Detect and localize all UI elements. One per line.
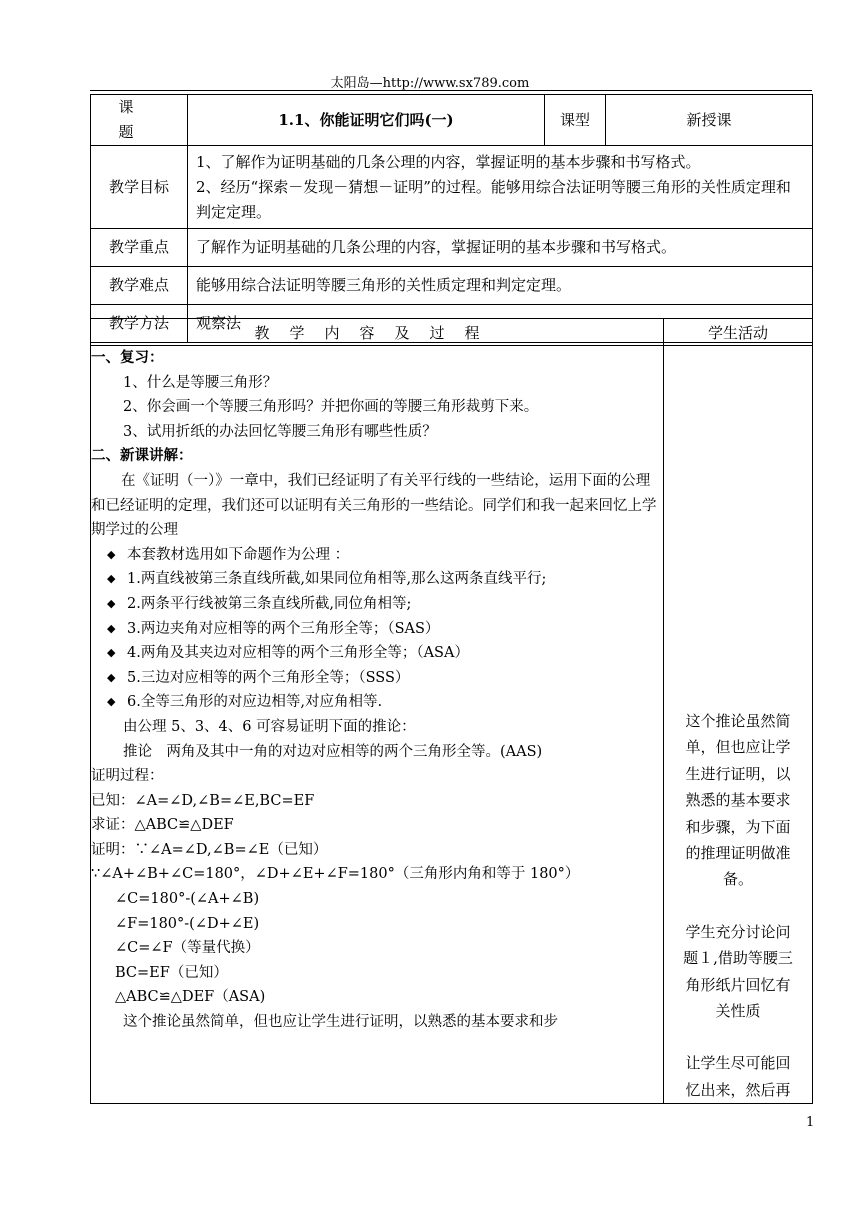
proof-title: 证明过程： bbox=[91, 768, 164, 785]
method-label: 教学方法 bbox=[91, 305, 188, 343]
axiom-text: 6.全等三角形的对应边相等,对应角相等. bbox=[127, 694, 383, 711]
bullet-icon: ◆ bbox=[107, 572, 116, 586]
goal-item: 1、了解作为证明基础的几条公理的内容，掌握证明的基本步骤和书写格式。 bbox=[196, 152, 701, 171]
proof-line: BC=EF（已知） bbox=[115, 964, 228, 981]
intro-paragraph: 在《证明（一）》一章中，我们已经证明了有关平行线的一些结论，运用下面的公理和已经证明的定理，我们还可以证明有关三角形的一些结论。同学们和我一起来回忆上学期学过的公理 bbox=[91, 472, 657, 539]
bullet-icon: ◆ bbox=[107, 670, 116, 684]
axiom-text: 3.两边夹角对应相等的两个三角形全等；（SAS） bbox=[127, 620, 440, 637]
method-text: 观察法 bbox=[188, 305, 813, 343]
content-body bbox=[91, 346, 664, 1104]
proof-line: ∠C=180°-(∠A+∠B) bbox=[115, 891, 260, 908]
axiom-text: 2.两条平行线被第三条直线所截,同位角相等; bbox=[127, 595, 412, 612]
activity-line: 熟悉的基本要求 bbox=[685, 791, 791, 810]
activity-line: 这个推论虽然简 bbox=[685, 712, 791, 730]
corollary-text: 推论 两角及其中一角的对边对应相等的两个三角形全等。(AAS) bbox=[123, 743, 543, 760]
activity-line: 角形纸片回忆有 bbox=[685, 975, 791, 994]
review-item: 1、什么是等腰三角形？ bbox=[123, 374, 278, 391]
activity-line: 学生充分讨论问 bbox=[685, 922, 791, 941]
review-item: 3、试用折纸的办法回忆等腰三角形有哪些性质？ bbox=[123, 423, 437, 440]
activity-line: 单，但也应让学 bbox=[685, 738, 791, 757]
activity-line: 的推理证明做准 bbox=[685, 844, 791, 863]
activity-line: 忆出来，然后再 bbox=[685, 1080, 791, 1099]
axiom-item bbox=[91, 617, 663, 642]
proof-goal: 求证：△ABC≌△DEF bbox=[91, 817, 234, 834]
header-rule bbox=[90, 90, 812, 91]
activity-spacer bbox=[664, 1024, 812, 1050]
axiom-item bbox=[91, 592, 663, 617]
proof-line: △ABC≌△DEF（ASA) bbox=[115, 989, 266, 1006]
derive-text: 由公理 5、3、4、6 可容易证明下面的推论： bbox=[123, 718, 416, 735]
focus-label: 教学重点 bbox=[91, 229, 188, 267]
bullet-icon: ◆ bbox=[107, 695, 116, 709]
activity-line: 生进行证明，以 bbox=[685, 764, 791, 783]
axiom-text: 4.两角及其夹边对应相等的两个三角形全等；（ASA） bbox=[127, 645, 469, 662]
goals-label: 教学目标 bbox=[91, 146, 188, 229]
axiom-item bbox=[91, 690, 663, 715]
difficulty-text: 能够用综合法证明等腰三角形的关性质定理和判定定理。 bbox=[188, 267, 813, 305]
axiom-text: 1.两直线被第三条直线所截,如果同位角相等,那么这两条直线平行; bbox=[127, 571, 547, 588]
proof-start: 证明：∵∠A=∠D,∠B=∠E（已知） bbox=[91, 841, 328, 858]
closing-text: 这个推论虽然简单，但也应让学生进行证明，以熟悉的基本要求和步 bbox=[123, 1014, 558, 1031]
axiom-item bbox=[91, 641, 663, 666]
goals-cell bbox=[188, 146, 813, 229]
axiom-item bbox=[91, 666, 663, 691]
axioms-intro bbox=[91, 543, 663, 568]
review-item: 2、你会画一个等腰三角形吗？并把你画的等腰三角形裁剪下来。 bbox=[123, 399, 539, 416]
activity-spacer bbox=[664, 346, 812, 708]
page-header-site: 太阳岛—http://www.sx789.com bbox=[330, 76, 530, 91]
proof-line: ∠C=∠F（等量代换） bbox=[115, 940, 260, 957]
lesson-type-label: 课型 bbox=[545, 95, 606, 146]
activity-note bbox=[664, 919, 812, 1025]
bullet-icon: ◆ bbox=[107, 547, 116, 561]
activity-header: 学生活动 bbox=[664, 319, 813, 346]
content-header: 教学内容及过程 bbox=[91, 319, 664, 346]
activity-line: 备。 bbox=[722, 870, 753, 889]
proof-line: ∵∠A+∠B+∠C=180°，∠D+∠E+∠F=180°（三角形内角和等于 180°） bbox=[91, 866, 580, 883]
axioms-intro-text: 本套教材选用如下命题作为公理 ： bbox=[127, 546, 350, 563]
axiom-text: 5.三边对应相等的两个三角形全等；（SSS） bbox=[127, 669, 410, 686]
goal-item: 2、经历“探索－发现－猜想－证明”的过程。能够用综合法证明等腰三角形的关性质定理和判定定理。 bbox=[196, 177, 791, 221]
topic-label: 课 题 bbox=[91, 95, 188, 146]
new-lesson-title: 二、新课讲解： bbox=[91, 447, 193, 465]
proof-given: 已知：∠A=∠D,∠B=∠E,BC=EF bbox=[91, 792, 315, 809]
activity-line: 和步骤，为下面 bbox=[685, 817, 791, 836]
focus-text: 了解作为证明基础的几条公理的内容，掌握证明的基本步骤和书写格式。 bbox=[188, 229, 813, 267]
proof-line: ∠F=180°-(∠D+∠E) bbox=[115, 915, 260, 932]
activity-line: 让学生尽可能回 bbox=[685, 1054, 791, 1073]
page-number: 1 bbox=[806, 1115, 815, 1130]
lesson-info-table bbox=[90, 94, 813, 343]
bullet-icon: ◆ bbox=[107, 596, 116, 610]
lesson-content-table bbox=[90, 318, 813, 1104]
activity-note bbox=[664, 708, 812, 893]
lesson-type: 新授课 bbox=[606, 95, 813, 146]
activity-line: 题１,借助等腰三 bbox=[683, 949, 793, 968]
activity-line: 关性质 bbox=[715, 1002, 761, 1021]
activity-spacer bbox=[664, 893, 812, 919]
activity-body bbox=[664, 346, 813, 1104]
difficulty-label: 教学难点 bbox=[91, 267, 188, 305]
bullet-icon: ◆ bbox=[107, 646, 116, 660]
bullet-icon: ◆ bbox=[107, 621, 116, 635]
activity-note bbox=[664, 1050, 812, 1103]
review-title: 一、复习： bbox=[91, 349, 164, 366]
lesson-topic: 1.1、你能证明它们吗(一) bbox=[188, 95, 545, 146]
axiom-item bbox=[91, 567, 663, 592]
